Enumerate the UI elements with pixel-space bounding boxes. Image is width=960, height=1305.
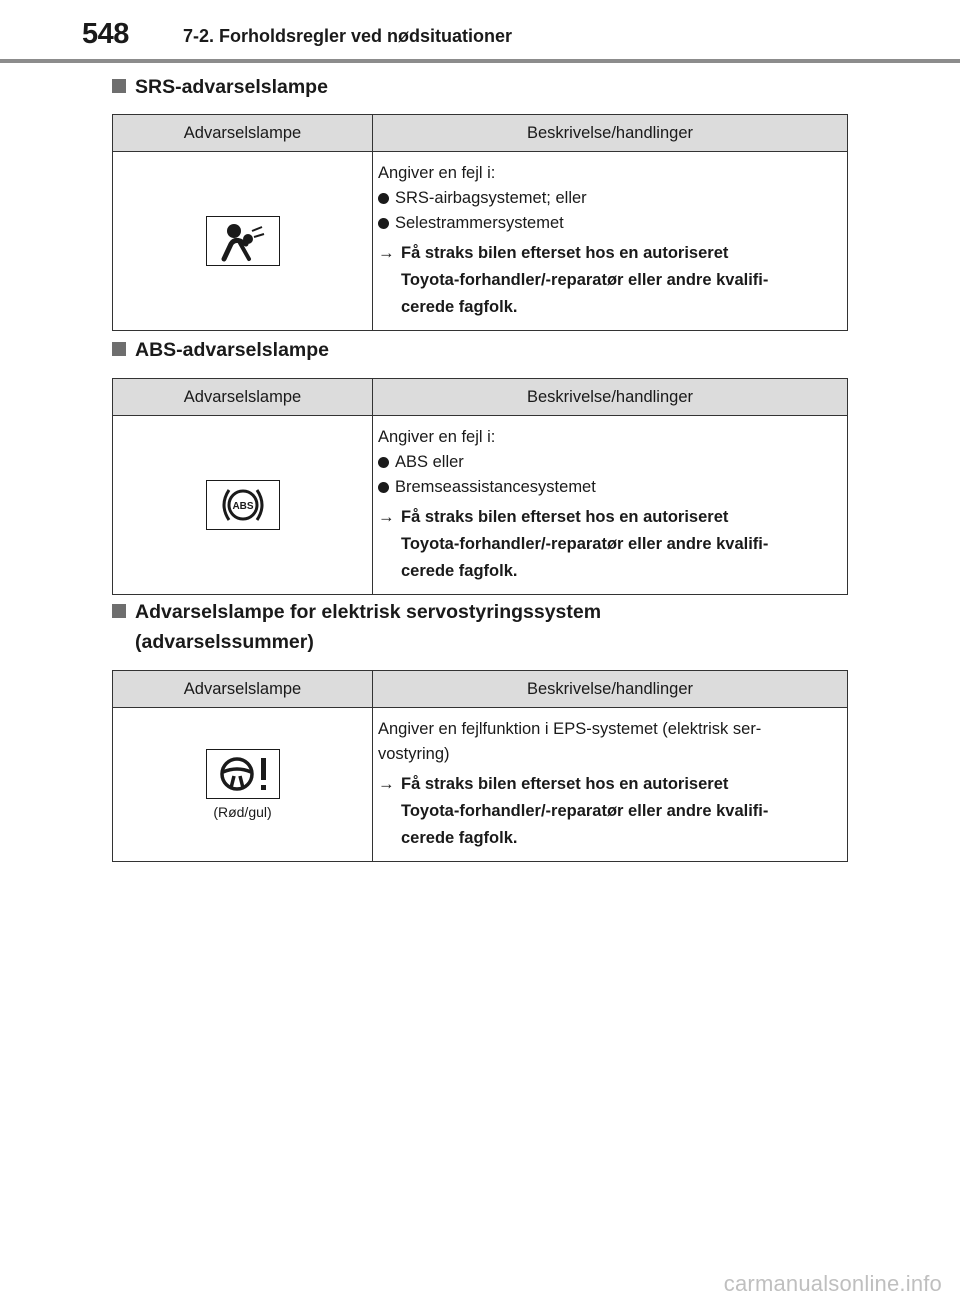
header-description: Beskrivelse/handlinger	[373, 379, 848, 416]
page-header	[0, 0, 960, 64]
page-number: 548	[82, 18, 129, 50]
header-rule	[0, 59, 960, 63]
list-item: Bremseassistancesystemet	[378, 475, 841, 500]
table-header-row	[113, 115, 848, 152]
lamp-cell	[113, 708, 373, 862]
action-instruction: → Få straks bilen efterset hos en autoriseret Toyota-forhandler/-reparatør eller andre kvalifi- cerede fagfolk.	[378, 240, 841, 321]
description-intro: Angiver en fejlfunktion i EPS-systemet (elektrisk ser-	[378, 720, 762, 738]
table-row	[113, 152, 848, 331]
description-intro: Angiver en fejl i:	[378, 164, 496, 182]
bullet-icon	[378, 457, 389, 468]
table-row	[113, 708, 848, 862]
table-row	[113, 416, 848, 595]
section-title-srs: SRS-advarselslampe	[112, 72, 328, 102]
list-item: Selestrammersystemet	[378, 211, 841, 236]
arrow-icon: →	[378, 508, 395, 526]
action-instruction: → Få straks bilen efterset hos en autoriseret Toyota-forhandler/-reparatør eller andre kvalifi- cerede fagfolk.	[378, 504, 841, 585]
header-warning-lamp: Advarselslampe	[113, 379, 373, 416]
description-intro: Angiver en fejl i:	[378, 428, 496, 446]
section-title-abs: ABS-advarselslampe	[112, 335, 329, 365]
airbag-warning-icon	[206, 216, 280, 266]
bullet-icon	[378, 193, 389, 204]
srs-warning-table	[112, 114, 848, 331]
lamp-cell	[113, 152, 373, 331]
bullet-icon	[378, 218, 389, 229]
section-marker-icon	[112, 604, 126, 618]
lamp-color-label: (Rød/gul)	[213, 804, 272, 820]
abs-icon-label: ABS	[231, 501, 254, 512]
eps-warning-table	[112, 670, 848, 862]
header-description: Beskrivelse/handlinger	[373, 671, 848, 708]
description-cell	[373, 416, 848, 595]
section-marker-icon	[112, 342, 126, 356]
table-header-row	[113, 671, 848, 708]
header-warning-lamp: Advarselslampe	[113, 115, 373, 152]
watermark: carmanualsonline.info	[723, 1271, 942, 1296]
abs-warning-table	[112, 378, 848, 595]
steering-warning-icon	[206, 749, 280, 799]
section-marker-icon	[112, 79, 126, 93]
bullet-icon	[378, 482, 389, 493]
action-instruction: → Få straks bilen efterset hos en autoriseret Toyota-forhandler/-reparatør eller andre kvalifi- cerede fagfolk.	[378, 771, 841, 852]
description-intro-continued: vostyring)	[378, 745, 450, 763]
table-header-row	[113, 379, 848, 416]
lamp-cell	[113, 416, 373, 595]
arrow-icon: →	[378, 775, 395, 793]
list-item: SRS-airbagsystemet; eller	[378, 186, 841, 211]
arrow-icon: →	[378, 244, 395, 262]
section-title-eps: Advarselslampe for elektrisk servostyringssystem (advarselssummer)	[112, 597, 601, 657]
description-cell	[373, 152, 848, 331]
header-warning-lamp: Advarselslampe	[113, 671, 373, 708]
description-cell	[373, 708, 848, 862]
chapter-title: 7-2. Forholdsregler ved nødsituationer	[183, 26, 513, 46]
list-item: ABS eller	[378, 450, 841, 475]
header-description: Beskrivelse/handlinger	[373, 115, 848, 152]
abs-warning-icon	[206, 480, 280, 530]
